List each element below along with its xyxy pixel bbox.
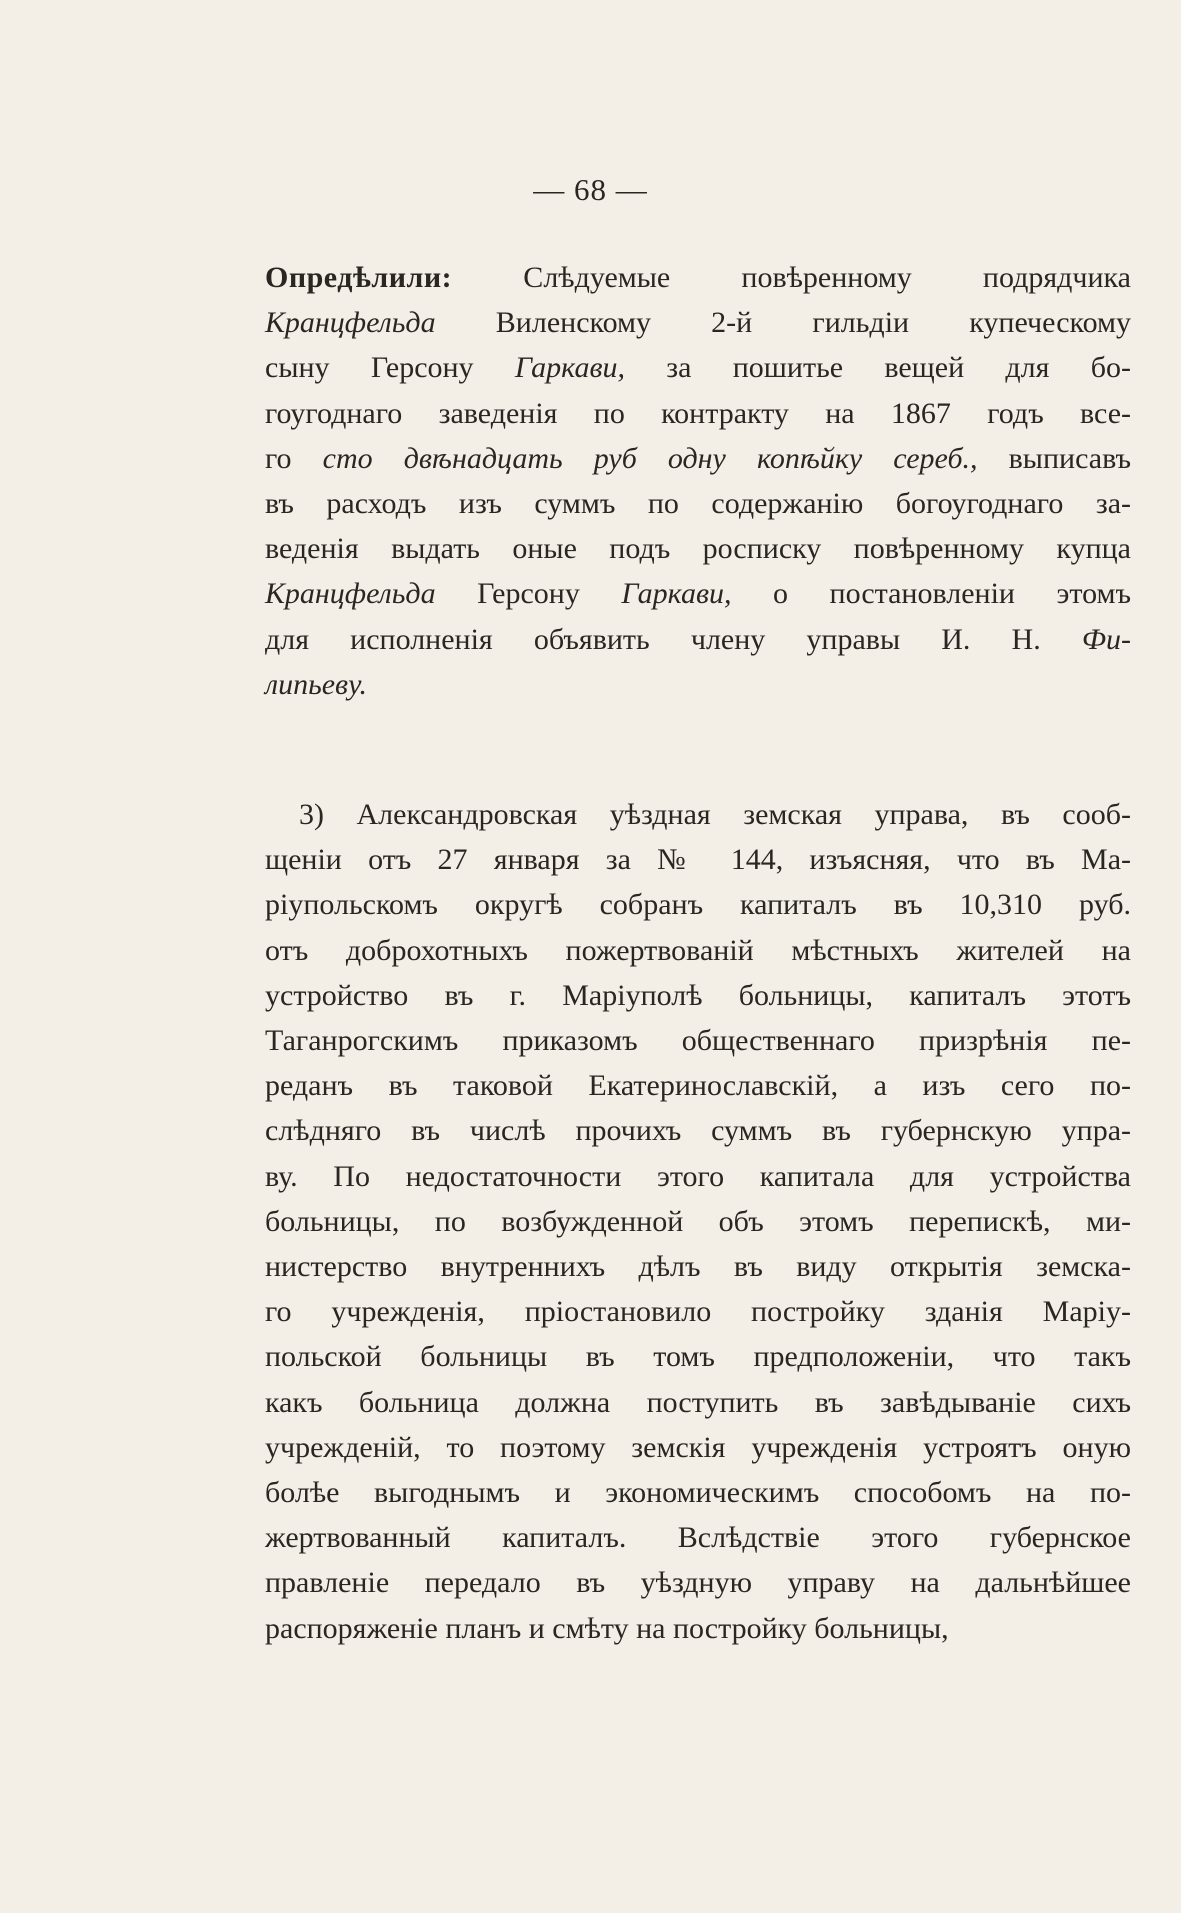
text-line: правленіе передало въ уѣздную управу на дальнѣйшее (265, 1566, 1131, 1600)
text-line: гоугоднаго заведенія по контракту на 1867 годъ все- (265, 396, 1131, 430)
text-run: о постановленіи этомъ (731, 577, 1131, 611)
text-line: го учрежденія, пріостановило постройку зданія Маріу- (265, 1295, 1131, 1329)
text-run: за пошитье вещей для бо- (625, 351, 1131, 385)
text-line: реданъ въ таковой Екатеринославскій, а изъ сего по- (265, 1069, 1131, 1103)
italic-name: Фи- (1081, 622, 1131, 656)
text-line: отъ доброхотныхъ пожертвованій мѣстныхъ жителей на (265, 933, 1131, 967)
text-line: польской больницы въ томъ предположеніи, что такъ (265, 1340, 1131, 1374)
text-run: для исполненія объявить члену управы И. Н. (265, 622, 1082, 656)
text-line: ву. По недостаточности этого капитала для устройства (265, 1159, 1131, 1193)
text-line (265, 571, 1131, 616)
page-number: — 68 — (533, 172, 648, 207)
text-line (265, 617, 1131, 662)
text-line: Таганрогскимъ приказомъ общественнаго призрѣнія пе- (265, 1024, 1131, 1058)
text-run: го (265, 441, 323, 475)
text-line: болѣе выгоднымъ и экономическимъ способомъ на по- (265, 1476, 1131, 1510)
text-line: устройство въ г. Маріуполѣ больницы, капиталъ этотъ (265, 978, 1131, 1012)
text-line (265, 436, 1131, 481)
italic-amount: сто двѣнадцать руб одну копѣйку сереб., (322, 441, 978, 475)
italic-name: Гаркави, (621, 577, 732, 611)
text-line: учрежденій, то поэтому земскія учрежденія устроятъ оную (265, 1430, 1131, 1464)
text-line: жертвованный капиталъ. Вслѣдствіе этого губернское (265, 1521, 1131, 1555)
text-line: распоряженіе планъ и смѣту на постройку больницы, (265, 1611, 949, 1645)
italic-name: Кранцфельда (265, 577, 436, 611)
italic-name: Кранцфельда (265, 306, 436, 340)
text-run: Виленскому 2-й гильдіи купеческому (435, 306, 1131, 340)
text-line: нистерство внутреннихъ дѣлъ въ виду открытія земска- (265, 1250, 1131, 1284)
text-line (265, 345, 1131, 390)
text-line: щеніи отъ 27 января за № 144, изъясняя, что въ Ма- (265, 843, 1131, 877)
text-line (265, 255, 1131, 300)
text-line: больницы, по возбужденной объ этомъ перепискѣ, ми- (265, 1204, 1131, 1238)
text-line (265, 300, 1131, 345)
text-line: какъ больница должна поступить въ завѣдываніе сихъ (265, 1385, 1131, 1419)
text-run: Герсону (435, 577, 622, 611)
lead-word: Опредѣлили: (265, 261, 453, 294)
italic-name: Гаркави, (514, 351, 625, 385)
paragraph-item-3 (265, 792, 1131, 1651)
text-run: выписавъ (977, 441, 1131, 475)
text-line: веденія выдать оные подъ росписку повѣренному купца (265, 532, 1131, 566)
text-run: сыну Герсону (265, 351, 515, 385)
text-line: въ расходъ изъ суммъ по содержанію богоугоднаго за- (265, 487, 1131, 521)
text-line: слѣдняго въ числѣ прочихъ суммъ въ губернскую упра- (265, 1114, 1131, 1148)
italic-name: липьеву. (265, 667, 367, 701)
text-run: Слѣдуемые повѣренному подрядчика (452, 261, 1131, 294)
paragraph-resolution (265, 255, 1131, 707)
text-line: 3) Александровская уѣздная земская управа, въ сооб- (299, 798, 1131, 831)
text-line: ріупольскомъ округѣ собранъ капиталъ въ 10,310 руб. (265, 888, 1131, 922)
text-line (265, 662, 1131, 707)
